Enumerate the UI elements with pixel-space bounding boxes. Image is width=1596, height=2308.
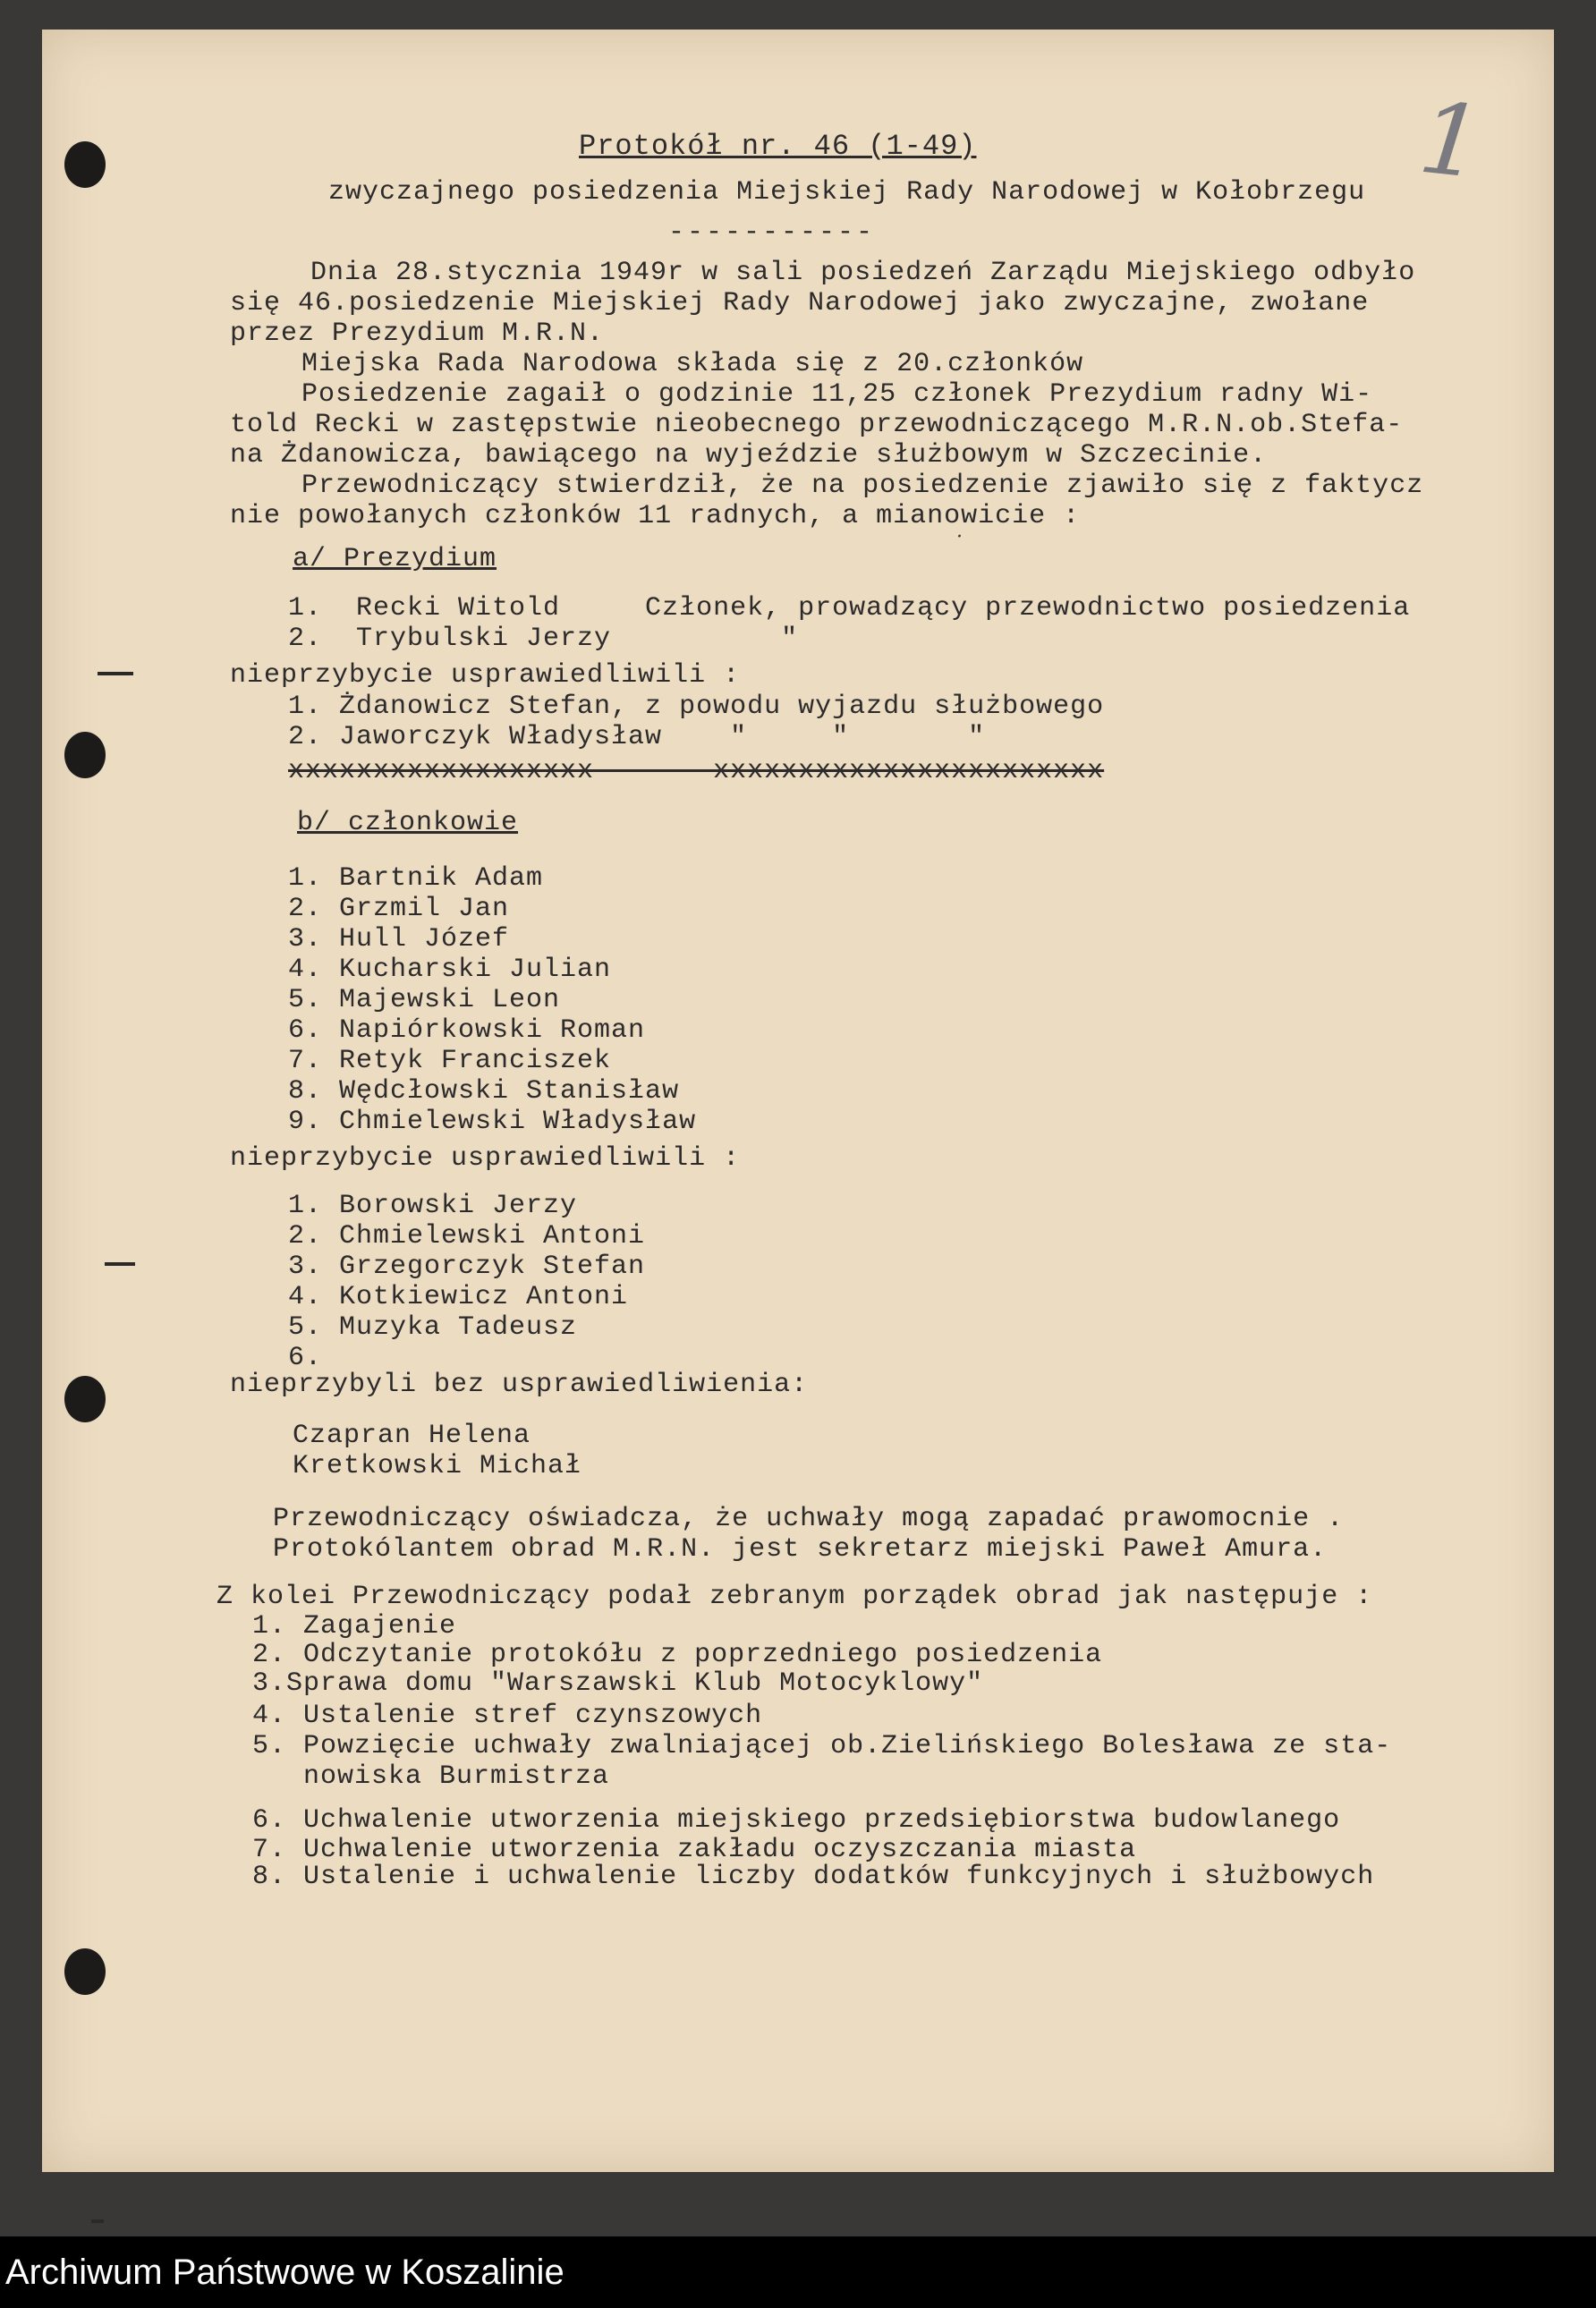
agenda-item: 2. Odczytanie protokółu z poprzedniego posiedzenia — [252, 1640, 1103, 1670]
intro-line: przez Prezydium M.R.N. — [230, 318, 605, 349]
unexcused-member: Czapran Helena — [293, 1421, 531, 1451]
council-member: 5. Majewski Leon — [288, 985, 561, 1015]
unexcused-label: nieprzybyli bez usprawiedliwienia: — [230, 1370, 809, 1400]
council-member: 3. Hull Józef — [288, 924, 510, 955]
document-page — [42, 30, 1554, 2172]
excused-member: 3. Grzegorczyk Stefan — [288, 1252, 646, 1282]
section-heading: a/ Prezydium — [293, 544, 497, 574]
council-member: 7. Retyk Franciszek — [288, 1046, 612, 1076]
archive-footer — [0, 2236, 1596, 2308]
punch-mark — [91, 2219, 104, 2223]
agenda-item: 7. Uchwalenie utworzenia zakładu oczyszczania miasta — [252, 1835, 1137, 1865]
excused-member: 5. Muzyka Tadeusz — [288, 1312, 578, 1343]
presidium-member: 2. Trybulski Jerzy " — [288, 624, 799, 654]
intro-line: Posiedzenie zagaił o godzinie 11,25 członek Prezydium radny Wi- — [301, 379, 1373, 410]
document-subtitle: zwyczajnego posiedzenia Miejskiej Rady Narodowej w Kołobrzegu — [328, 177, 1366, 208]
closing-line: Przewodniczący oświadcza, że uchwały mogą zapadać prawomocnie . — [273, 1504, 1345, 1534]
agenda-item: 4. Ustalenie stref czynszowych — [252, 1701, 763, 1731]
handwritten-page-number: 1 — [1413, 80, 1489, 201]
closing-line: Protokólantem obrad M.R.N. jest sekretarz miejski Paweł Amura. — [273, 1534, 1328, 1565]
intro-line: told Recki w zastępstwie nieobecnego przewodniczącego M.R.N.ob.Stefa- — [230, 410, 1404, 440]
agenda-intro: Z kolei Przewodniczący podał zebranym porządek obrad jak następuje : — [216, 1582, 1373, 1612]
excused-member: 4. Kotkiewicz Antoni — [288, 1282, 629, 1312]
intro-line: Przewodniczący stwierdził, że na posiedzenie zjawiło się z faktycz — [301, 471, 1424, 501]
excused-member: 6. — [288, 1343, 323, 1373]
excused-member: 1. Borowski Jerzy — [288, 1191, 578, 1221]
binder-hole — [64, 1948, 106, 1995]
council-member: 6. Napiórkowski Roman — [288, 1015, 646, 1046]
agenda-item: 5. Powzięcie uchwały zwalniającej ob.Zielińskiego Bolesława ze sta- — [252, 1731, 1392, 1761]
agenda-item: 8. Ustalenie i uchwalenie liczby dodatków funkcyjnych i służbowych — [252, 1862, 1375, 1892]
struck-line: xxxxxxxxxxxxxxxxxx xxxxxxxxxxxxxxxxxxxxxxx — [288, 756, 1105, 786]
excused-label: nieprzybycie usprawiedliwili : — [230, 660, 741, 691]
unexcused-member: Kretkowski Michał — [293, 1451, 582, 1481]
excused-label: nieprzybycie usprawiedliwili : — [230, 1143, 741, 1174]
binder-hole — [64, 732, 106, 778]
council-member: 1. Bartnik Adam — [288, 863, 544, 894]
punch-mark — [98, 672, 133, 675]
agenda-item: nowiska Burmistrza — [252, 1761, 610, 1792]
council-member: 2. Grzmil Jan — [288, 894, 510, 924]
binder-hole — [64, 1376, 106, 1422]
document-title: Protokół nr. 46 (1-49) — [579, 130, 977, 163]
handwritten-mark: · — [956, 526, 963, 548]
agenda-item: 3.Sprawa domu "Warszawski Klub Motocyklowy" — [252, 1668, 984, 1699]
intro-line: się 46.posiedzenie Miejskiej Rady Narodowej jako zwyczajne, zwołane — [230, 288, 1370, 318]
excused-member: 2. Chmielewski Antoni — [288, 1221, 646, 1252]
punch-mark — [105, 1262, 135, 1266]
intro-line: Miejska Rada Narodowa składa się z 20.członków — [301, 349, 1084, 379]
presidium-member: 1. Recki Witold Członek, prowadzący przewodnictwo posiedzenia — [288, 593, 1411, 624]
intro-line: na Żdanowicza, bawiącego na wyjeździe służbowym w Szczecinie. — [230, 440, 1268, 471]
intro-line: nie powołanych członków 11 radnych, a mianowicie : — [230, 501, 1081, 531]
intro-line: Dnia 28.stycznia 1949r w sali posiedzeń Zarządu Miejskiego odbyło — [310, 258, 1416, 288]
section-heading: b/ członkowie — [297, 808, 519, 838]
binder-hole — [64, 141, 106, 188]
separator: ----------- — [668, 217, 876, 248]
archive-label: Archiwum Państwowe w Koszalinie — [5, 2253, 565, 2292]
excused-member: 2. Jaworczyk Władysław " " " — [288, 722, 986, 752]
agenda-item: 1. Zagajenie — [252, 1611, 457, 1642]
council-member: 4. Kucharski Julian — [288, 955, 612, 985]
council-member: 9. Chmielewski Władysław — [288, 1107, 697, 1137]
council-member: 8. Wędcłowski Stanisław — [288, 1076, 680, 1107]
agenda-item: 6. Uchwalenie utworzenia miejskiego przedsiębiorstwa budowlanego — [252, 1805, 1341, 1836]
excused-member: 1. Żdanowicz Stefan, z powodu wyjazdu służbowego — [288, 692, 1105, 722]
